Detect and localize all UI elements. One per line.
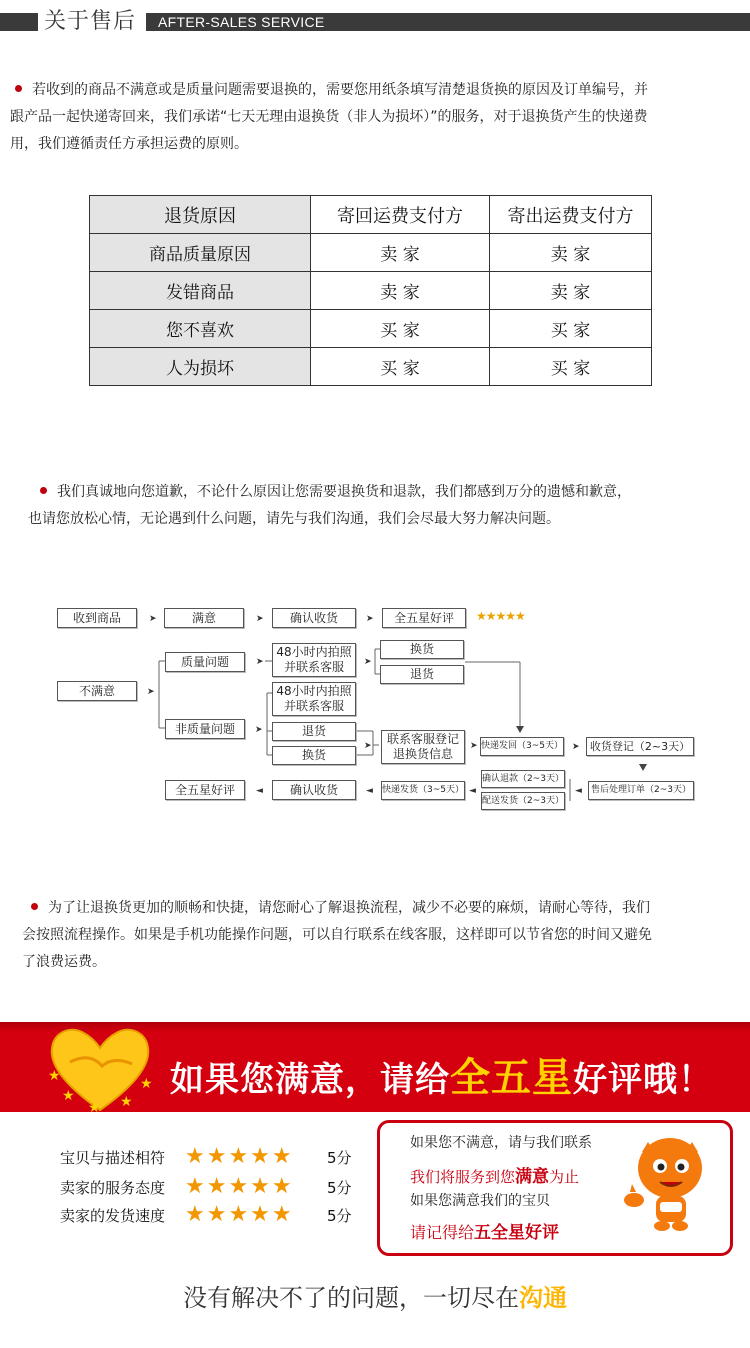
apology-line-2: 也请您放松心情，无论遇到什么问题，请先与我们沟通，我们会尽最大努力解决问题。 — [28, 511, 560, 527]
process-line-1: 为了让退换货更加的顺畅和快捷，请您耐心了解退换流程，减少不必要的麻烦，请耐心等待，我们 — [31, 895, 744, 922]
flow-five-star: 全五星好评 — [382, 608, 466, 628]
rating-score: 5分 — [327, 1178, 352, 1197]
table-cell: 卖 家 — [490, 272, 652, 310]
flow-confirm-receipt: 确认收货 — [272, 608, 356, 628]
flow-five-star: 全五星好评 — [165, 780, 245, 800]
table-header-cell: 寄回运费支付方 — [311, 196, 490, 234]
five-star-icon: ★★★★★ — [476, 609, 525, 623]
rating-label: 卖家的服务态度 — [60, 1178, 166, 1197]
arrow-right-icon: ➤ — [572, 742, 580, 752]
footer-slogan: 没有解决不了的问题，一切尽在沟通 — [183, 1284, 567, 1312]
table-cell: 买 家 — [490, 348, 652, 386]
banner-highlight: 全五星 — [450, 1055, 573, 1101]
flow-ship-back: 快递发回（3~5天） — [480, 737, 564, 756]
flow-return: 退货 — [272, 722, 356, 741]
rating-row — [60, 1146, 352, 1168]
rating-label: 卖家的发货速度 — [60, 1206, 166, 1225]
flow-unsatisfied: 不满意 — [57, 681, 137, 701]
rating-row — [60, 1176, 352, 1198]
table-header-cell: 寄出运费支付方 — [490, 196, 652, 234]
rating-score: 5分 — [327, 1206, 352, 1225]
heart-handshake-icon — [40, 1022, 160, 1114]
svg-text:★: ★ — [120, 1094, 133, 1110]
contact-line-3: 如果您满意我们的宝贝 — [410, 1193, 550, 1209]
arrow-right-icon: ➤ — [364, 657, 372, 667]
arrow-left-icon: ◄ — [256, 786, 263, 796]
apology-line-1: 我们真诚地向您道歉，不论什么原因让您需要退换货和退款，我们都感到万分的遗憾和歉意， — [40, 479, 743, 506]
rating-label: 宝贝与描述相符 — [60, 1148, 166, 1167]
arrow-right-icon: ➤ — [366, 614, 374, 624]
flow-satisfied: 满意 — [164, 608, 244, 628]
table-cell: 买 家 — [311, 348, 490, 386]
arrow-left-icon: ◄ — [575, 786, 582, 796]
table-cell: 买 家 — [490, 310, 652, 348]
process-line-3: 了浪费运费。 — [22, 954, 106, 970]
arrow-left-icon: ◄ — [366, 786, 373, 796]
contact-line-1: 如果您不满意，请与我们联系 — [410, 1135, 592, 1151]
banner-text: 如果您满意，请给全五星好评哦！ — [170, 1055, 713, 1101]
rating-row — [60, 1204, 352, 1226]
process-line-2: 会按照流程操作。如果是手机功能操作问题，可以自行联系在线客服，这样即可以节省您的时间又避免 — [22, 927, 652, 943]
table-cell: 人为损坏 — [90, 348, 311, 386]
table-header-cell: 退货原因 — [90, 196, 311, 234]
rating-stars-icon: ★★★★★ — [185, 1174, 294, 1199]
table-cell: 卖 家 — [311, 234, 490, 272]
mascot-icon — [622, 1132, 717, 1232]
flow-receipt-register: 收货登记（2~3天） — [586, 737, 694, 756]
footer-highlight: 沟通 — [519, 1284, 567, 1312]
flow-contact-register: 联系客服登记退换货信息 — [381, 730, 465, 764]
flow-ship-out: 快递发货（3~5天） — [381, 781, 465, 800]
table-cell: 商品质量原因 — [90, 234, 311, 272]
flow-delivery: 配送发货（2~3天） — [481, 792, 565, 810]
flow-confirm-refund: 确认退款（2~3天） — [481, 770, 565, 788]
rating-stars-icon: ★★★★★ — [185, 1144, 294, 1169]
flow-after-sales-order: 售后处理订单（2~3天） — [588, 781, 694, 800]
flow-photo-contact: 48小时内拍照并联系客服 — [272, 682, 356, 716]
arrow-right-icon: ➤ — [255, 725, 263, 735]
header-title-en: AFTER-SALES SERVICE — [158, 14, 325, 30]
svg-text:★: ★ — [140, 1076, 153, 1092]
contact-line-4: 请记得给五全星好评 — [410, 1223, 560, 1243]
contact-line-2: 我们将服务到您满意为止 — [410, 1167, 580, 1187]
flow-exchange: 换货 — [272, 746, 356, 765]
flow-quality-issue: 质量问题 — [165, 652, 245, 672]
arrow-right-icon: ➤ — [256, 657, 264, 667]
intro-line-2: 跟产品一起快递寄回来，我们承诺“七天无理由退换货（非人为损坏）”的服务，对于退换货产生的快递费 — [10, 109, 648, 125]
flow-return: 退货 — [380, 665, 464, 684]
table-cell: 卖 家 — [311, 272, 490, 310]
intro-line-1: 若收到的商品不满意或是质量问题需要退换的，需要您用纸条填写清楚退货换的原因及订单编号，并 — [15, 77, 745, 104]
intro-line-3: 用，我们遵循责任方承担运费的原则。 — [10, 136, 248, 152]
svg-text:★: ★ — [62, 1088, 75, 1104]
table-cell: 买 家 — [311, 310, 490, 348]
flow-received: 收到商品 — [57, 608, 137, 628]
rating-stars-icon: ★★★★★ — [185, 1202, 294, 1227]
table-cell: 卖 家 — [490, 234, 652, 272]
flow-non-quality-issue: 非质量问题 — [165, 719, 245, 739]
arrow-right-icon: ➤ — [364, 741, 372, 751]
rating-score: 5分 — [327, 1148, 352, 1167]
flow-photo-contact: 48小时内拍照并联系客服 — [272, 643, 356, 677]
arrow-right-icon: ➤ — [256, 614, 264, 624]
arrow-right-icon: ➤ — [470, 741, 478, 751]
svg-text:★: ★ — [88, 1100, 101, 1114]
arrow-right-icon: ➤ — [149, 614, 157, 624]
arrow-left-icon: ◄ — [469, 786, 476, 796]
bullet-icon — [31, 903, 38, 910]
table-cell: 发错商品 — [90, 272, 311, 310]
process-note-paragraph — [22, 895, 744, 976]
arrow-right-icon: ➤ — [147, 687, 155, 697]
table-cell: 您不喜欢 — [90, 310, 311, 348]
header-title-cn: 关于售后 — [44, 9, 137, 34]
svg-text:★: ★ — [48, 1068, 61, 1084]
flow-exchange: 换货 — [380, 640, 464, 659]
flow-confirm-receipt: 确认收货 — [272, 780, 356, 800]
